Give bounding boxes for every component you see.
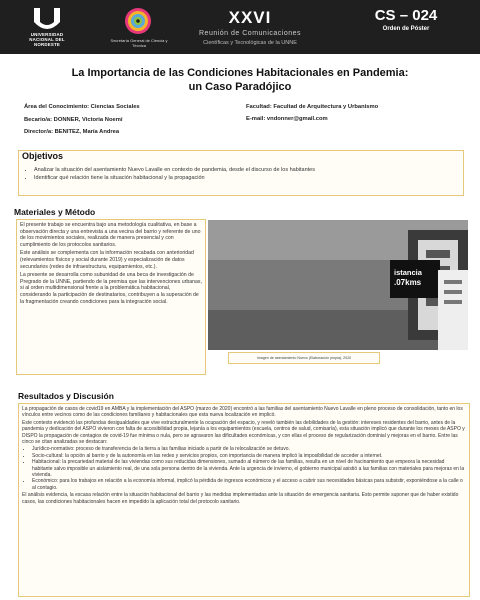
- secretaria-logo-icon: [120, 6, 156, 36]
- materiales-paragraph: Este análisis se complementa con la información recabada con anterioridad (relevamientos físicos y social durante 2019) y especialización de datos secundarios (redes de infraestructura, equipamientos, etc.).: [20, 250, 194, 270]
- objetivos-title: Objetivos: [22, 151, 64, 161]
- event-subtitle: Científicas y Tecnológicas de la UNNE: [203, 40, 297, 46]
- unne-logo-icon: [28, 6, 66, 32]
- facultad-label: Facultad: Facultad de Arquitectura y Urbanismo: [246, 104, 379, 110]
- resultados-text: [22, 406, 466, 506]
- becario-label: Becario/a: DONNER, Victoria Noemí: [24, 117, 123, 123]
- resultados-conclusion: El análisis evidencia, la escasa relación entre la situación habitacional del barrio y las medidas implementadas ante la situación de emergencia sanitaria. Esto permite suponer que de haber existido casos, las condiciones habitacionales hacen en impedido la aplicación total del protocolo sanitario.: [22, 492, 459, 505]
- resultados-item: • Habitacional: la precariedad material de las viviendas como sus reducidas dimensiones, sumado al número de las familias, resulta en un nivel de hacinamiento que empeora la necesidad habitante salvo imposible un aislamiento real, de una sola persona dentro de la vivienda. Ante la urgencia de invierno, el gobierno municipal asistió a las familias con materiales para mejoras en la vivienda.: [32, 459, 466, 478]
- materiales-text: [20, 222, 202, 307]
- resultados-list: [22, 446, 466, 491]
- email-label: E-mail: vndonner@gmail.com: [246, 116, 328, 122]
- resultados-paragraph: Este contexto evidenció las profundas desigualdades que vive estructuralmente la ocupación del espacio, y reveló también las debilidades de la gestión: intereses residentes del barrio, antes de la pandemia y dedicación del ASPO vivieron con falta de accesibilidad propia, lejanía a los equipamientos (escuela, centros de salud, comisaría), esta situación implicó que durante los meses de ASPO y DISPO la propagación de contagios de covid-19 fue mínima o nula, pero se agravaron las dificultades económicas, y con ellas el proceso de regularización dominial y mejoras en el barrio. Entre las cinco se citan analizadas se destacan:: [22, 419, 465, 446]
- area-label: Área del Conocimiento: Ciencias Sociales: [24, 104, 140, 110]
- resultados-intro: La propagación de casos de covid19 en AMBA y la implementación del ASPO (marzo de 2020) encontró a las familias del asentamiento Nuevo Lavalle en pleno proceso de consolidación, tanto en los vínculos entre vecinos como de las condiciones familiares y habitacionales que esta nueva localización en implicó.: [22, 406, 463, 419]
- settlement-photo-illustration: [208, 220, 468, 350]
- director-label: Director/a: BENITEZ, María Andrea: [24, 129, 120, 135]
- objetivo-item: • Identificar qué relación tiene la situación habitacional y la propagación: [34, 174, 454, 182]
- resultados-item: • Socio-cultural: la opción al barrio y de la autonomía en las redes y servicios propios, con importancia de manera implicó la imposibilidad de acceder a internet.: [32, 453, 466, 459]
- resultados-item: • Jurídico-normativo: proceso de transferencia de la tierra a las familias iniciado a partir de la relocalización se detuvo.: [32, 446, 466, 452]
- objetivos-list: [34, 166, 454, 182]
- sign-text-line1: istancia: [394, 268, 422, 277]
- objetivo-item: • Analizar la situación del asentamiento Nuevo Lavalle en contexto de pandemia, desde el discurso de los habitantes: [34, 166, 454, 174]
- sign-text-line2: .07kms: [394, 278, 422, 287]
- poster-title-line2: un Caso Paradójico: [188, 81, 292, 93]
- unne-logo-text: UNIVERSIDAD NACIONAL DEL NORDESTE: [29, 32, 65, 47]
- poster-header: [0, 0, 480, 54]
- resultados-title: Resultados y Discusión: [18, 391, 114, 401]
- secretaria-logo-text: Secretaría General de Ciencia y Técnica: [110, 38, 168, 48]
- materiales-paragraph: El presente trabajo se encuentra bajo una metodología cualitativa, en base a observación directa y una entrevista a una vecina del barrio y referente de uno de los movimientos sociales, realizada de manera presencial y con cumplimiento de los protocolos sanitarios.: [20, 222, 201, 248]
- poster-order-label: Orden de Póster: [382, 26, 430, 32]
- poster-title-line1: La Importancia de las Condiciones Habitacionales en Pandemia:: [71, 67, 409, 79]
- materiales-title: Materiales y Método: [14, 207, 96, 217]
- event-number: XXVI: [228, 8, 272, 27]
- photo-caption: Imagen de asentamiento Nuevo (Elaboración propia), 2020: [228, 352, 380, 364]
- settlement-photo: [208, 220, 468, 350]
- poster-code: CS – 024: [374, 7, 438, 24]
- materiales-paragraph: La presente se desarrolla como subunidad de una beca de investigación de Pregrado de la UNNE, partiendo de la premisa que las intervenciones urbanas, si al orden multidimensional frente a la problemática habitacional, considerando la participación de destinatarios, contribuyen a la superación de la fragmentación creando condiciones para la integración social.: [20, 272, 202, 305]
- poster-title: [20, 66, 460, 94]
- resultados-item: • Económico: para los trabajos en relación a la economía informal, implicó la pérdida de ingresos económicos y el acceso a cubrir sus necesidades básicas para subsistir, exponiéndose a la calle o al contagio.: [32, 478, 466, 491]
- event-name: Reunión de Comunicaciones: [199, 30, 301, 37]
